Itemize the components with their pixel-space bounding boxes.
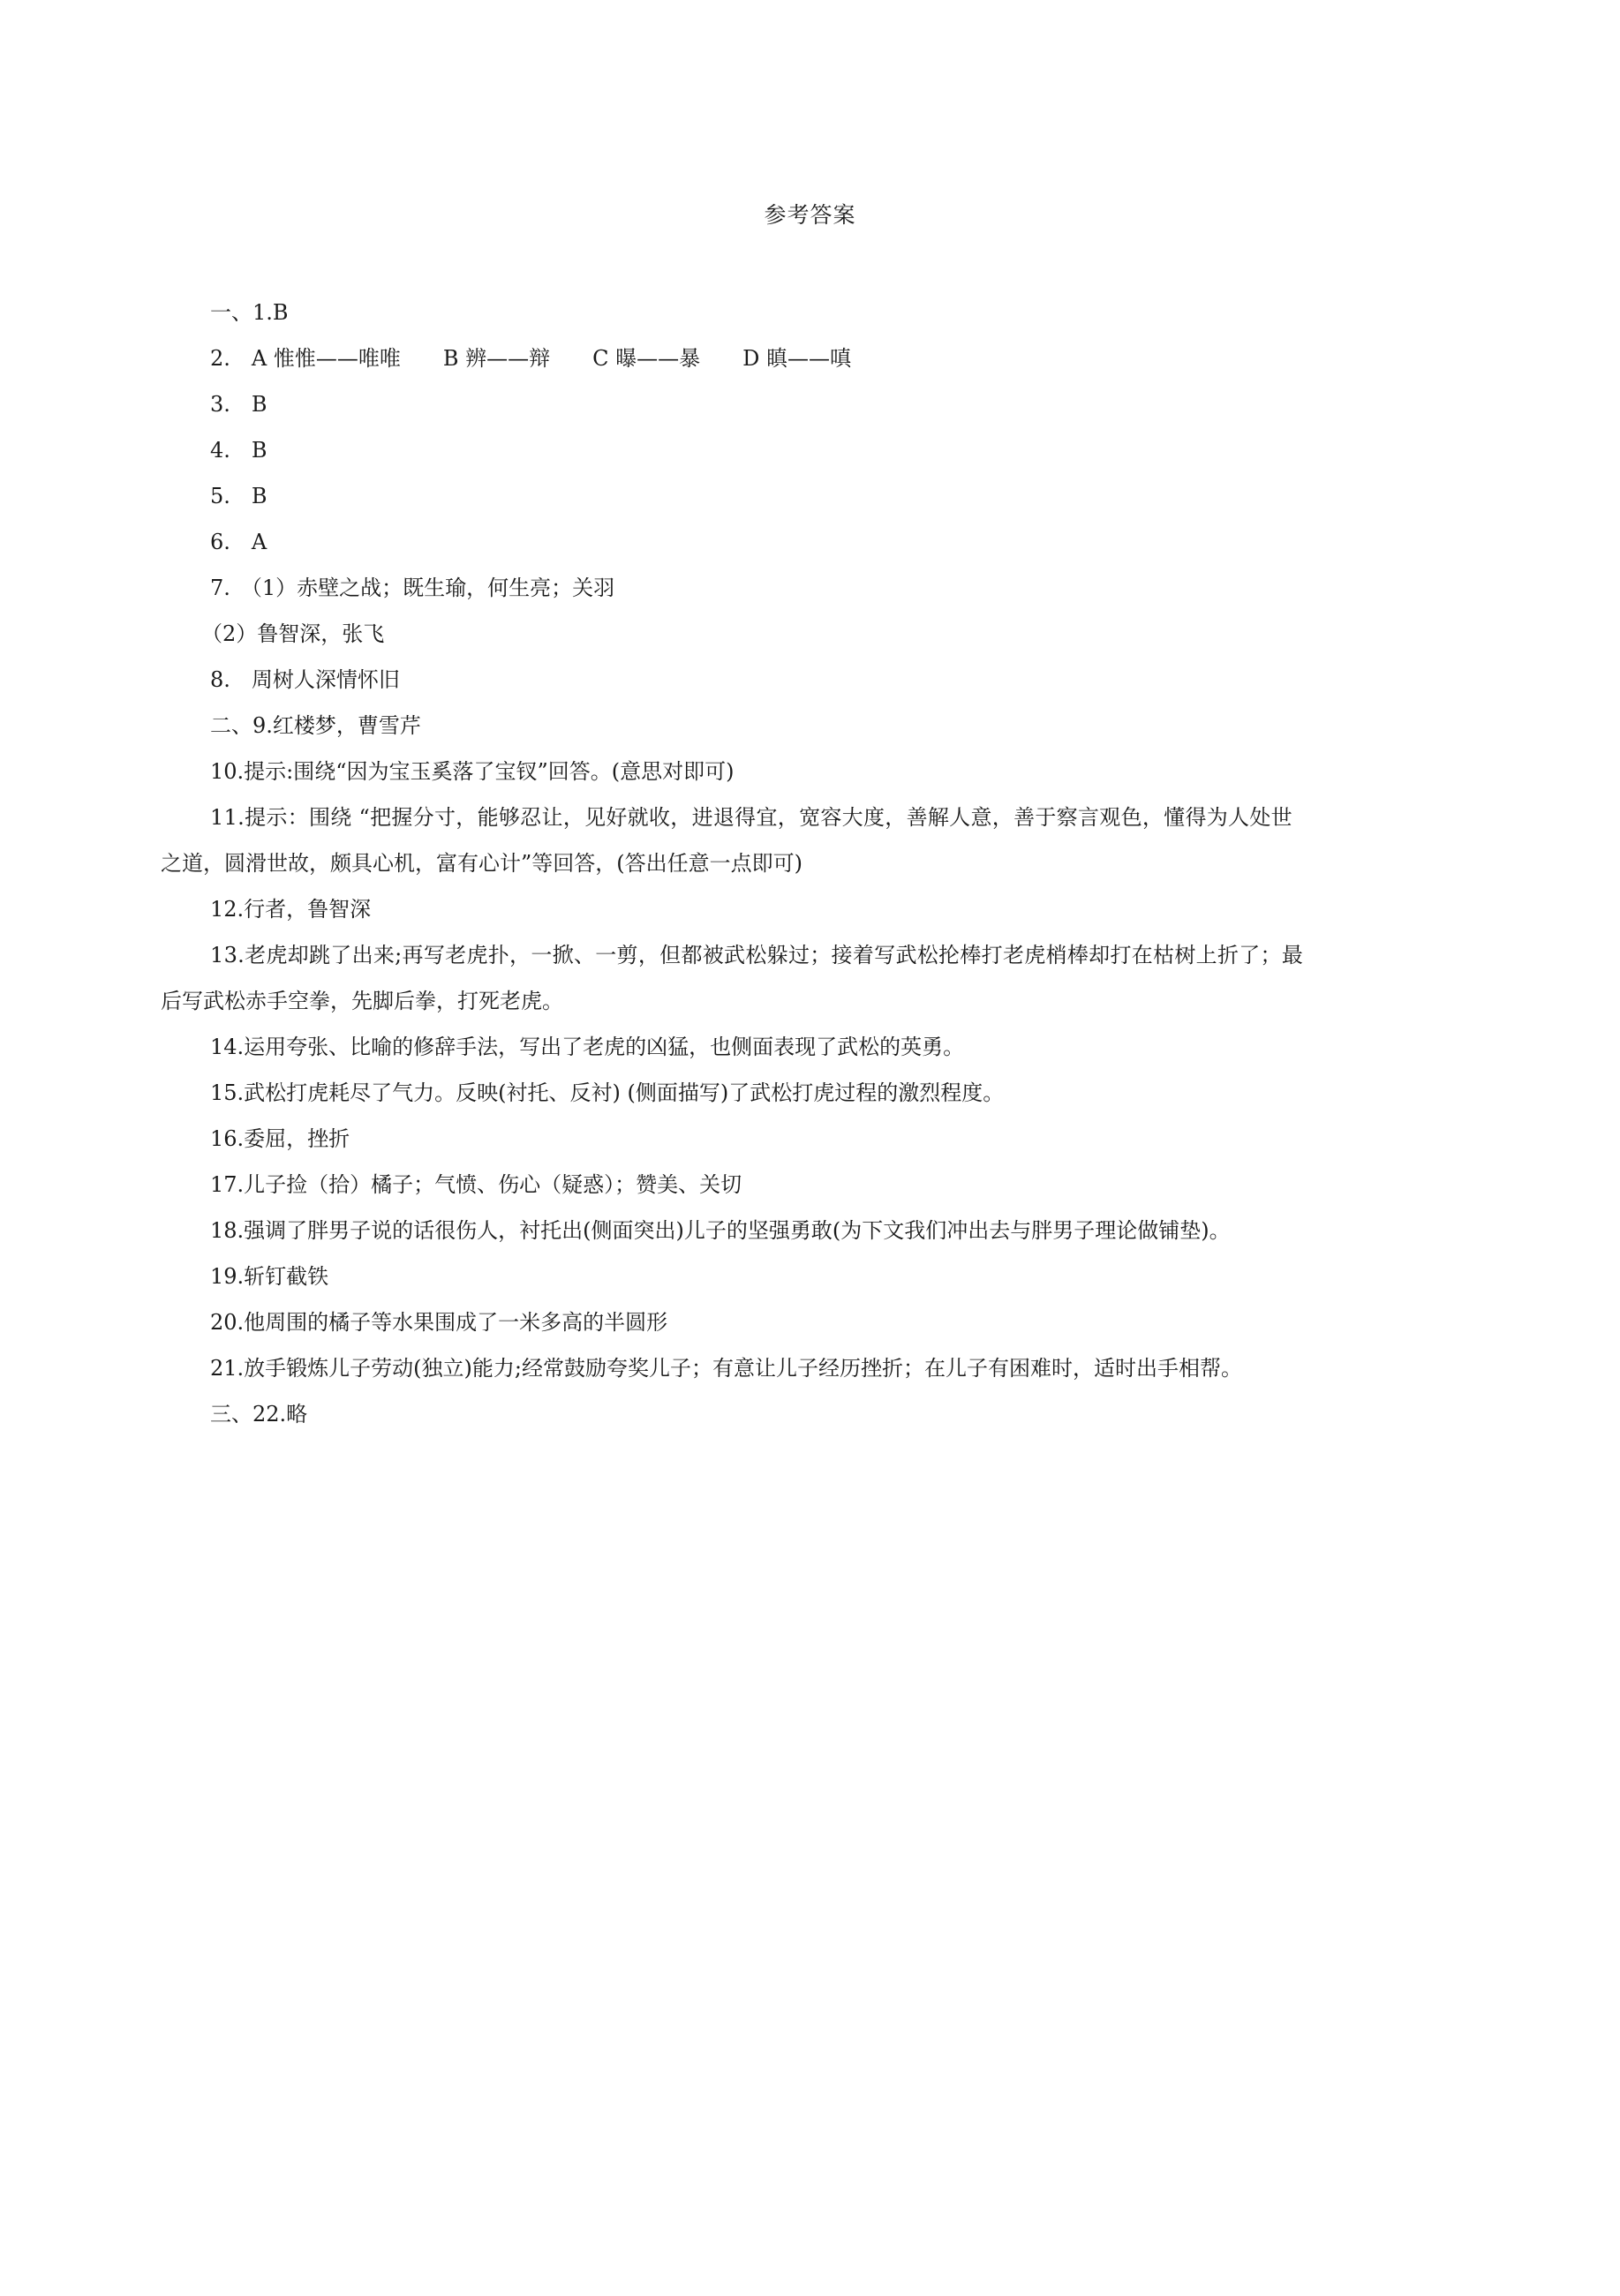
- answer-line: 3. B: [210, 392, 267, 417]
- answer-line: 7. （1）赤壁之战；既生瑜，何生亮；关羽: [210, 576, 615, 600]
- answer-line: 20.他周围的橘子等水果围成了一米多高的半圆形: [210, 1310, 668, 1335]
- answer-line-continuation: 后写武松赤手空拳，先脚后拳，打死老虎。: [161, 989, 563, 1013]
- answer-line: 17.儿子捡（拾）橘子；气愤、伤心（疑惑）；赞美、关切: [210, 1172, 742, 1197]
- answer-line-continuation: 之道，圆滑世故，颇具心机，富有心计”等回答，(答出任意一点即可): [161, 851, 802, 876]
- answer-line: 16.委屈，挫折: [210, 1126, 350, 1151]
- answer-line: 14.运用夸张、比喻的修辞手法，写出了老虎的凶猛，也侧面表现了武松的英勇。: [210, 1035, 965, 1059]
- page-title: 参考答案: [764, 202, 856, 228]
- answer-line: 8. 周树人深情怀旧: [210, 667, 400, 692]
- answer-line: （2）鲁智深，张飞: [201, 621, 385, 646]
- answer-list: [161, 290, 1397, 1437]
- answer-line: 21.放手锻炼儿子劳动(独立)能力;经常鼓励夸奖儿子；有意让儿子经历挫折；在儿子有困难时，适时出手相帮。: [210, 1356, 1242, 1381]
- answer-line: 一、1.B: [210, 300, 289, 325]
- answer-line: 三、22.略: [210, 1402, 308, 1427]
- answer-line: 二、9.红楼梦，曹雪芹: [210, 713, 421, 738]
- answer-line: 15.武松打虎耗尽了气力。反映(衬托、反衬) (侧面描写)了武松打虎过程的激烈程度。: [210, 1080, 1005, 1105]
- answer-line: 19.斩钉截铁: [210, 1264, 329, 1289]
- answer-line: 12.行者，鲁智深: [210, 897, 372, 922]
- answer-line: 11.提示：围绕 “把握分寸，能够忍让，见好就收，进退得宜，宽容大度，善解人意，善于察言观色，懂得为人处世: [210, 805, 1292, 830]
- answer-line: 5. B: [210, 484, 267, 508]
- answer-line: 4. B: [210, 438, 267, 463]
- answer-line: 2. A 惟惟——唯唯 B 辨——辩 C 曝——暴 D 瞋——嗔: [210, 346, 851, 371]
- answer-line: 13.老虎却跳了出来;再写老虎扑，一掀、一剪，但都被武松躲过；接着写武松抡棒打老虎梢棒却打在枯树上折了；最: [210, 943, 1304, 967]
- answer-line: 10.提示:围绕“因为宝玉奚落了宝钗”回答。(意思对即可): [210, 759, 735, 784]
- answer-line: 6. A: [210, 530, 267, 554]
- answer-line: 18.强调了胖男子说的话很伤人，衬托出(侧面突出)儿子的坚强勇敢(为下文我们冲出去与胖男子理论做铺垫)。: [210, 1218, 1231, 1243]
